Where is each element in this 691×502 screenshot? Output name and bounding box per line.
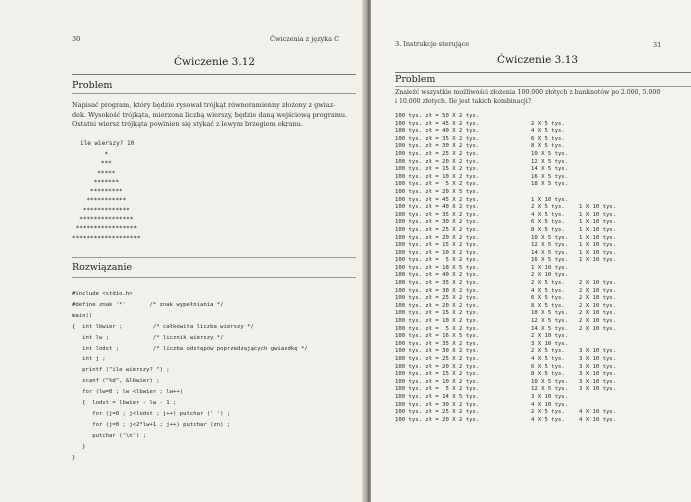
- output-cell: 100 tys. zł = 50 X 2 tys.: [395, 113, 480, 119]
- output-cell: 1 X 10 tys.: [579, 211, 617, 218]
- output-cell: 1 X 10 tys.: [579, 219, 617, 226]
- output-cell: [579, 272, 627, 280]
- output-row: [395, 219, 627, 227]
- output-cell: [579, 265, 627, 273]
- triangle-row: ***************: [72, 216, 134, 224]
- left-problem-text: [72, 101, 362, 130]
- output-cell: [579, 113, 627, 121]
- output-cell: 16 X 5 tys.: [531, 257, 569, 264]
- output-cell: 100 tys. zł = 15 X 2 tys.: [395, 166, 480, 173]
- output-cell: 100 tys. zł = 35 X 2 tys.: [395, 340, 480, 347]
- left-page-number: 30: [72, 35, 81, 43]
- output-row: [395, 303, 627, 311]
- output-cell: 2 X 10 tys.: [531, 333, 569, 340]
- output-cell: 100 tys. zł = 15 X 2 tys.: [395, 371, 480, 378]
- right-exercise-title: Ćwiczenie 3.13: [497, 54, 579, 66]
- output-cell: 12 X 5 tys.: [531, 242, 569, 249]
- left-problem-rule: [72, 93, 356, 94]
- output-row: [395, 235, 627, 243]
- triangle-row: *****************: [72, 225, 138, 233]
- output-row: [395, 310, 627, 318]
- right-problem-heading: Problem: [395, 74, 436, 85]
- output-cell: 10 X 5 tys.: [531, 378, 569, 385]
- output-cell: 2 X 5 tys.: [531, 120, 565, 127]
- output-cell: 4 X 5 tys.: [531, 128, 565, 135]
- left-solution-rule-top: [72, 257, 356, 258]
- triangle-row: ***: [72, 160, 112, 168]
- output-cell: 3 X 10 tys.: [579, 356, 617, 362]
- triangle-row: *********: [72, 188, 123, 196]
- output-cell: 100 tys. zł = 15 X 2 tys.: [395, 310, 480, 317]
- output-cell: [579, 159, 627, 167]
- output-cell: 100 tys. zł = 40 X 2 tys.: [395, 128, 480, 135]
- output-cell: 100 tys. zł = 5 X 2 tys.: [395, 386, 480, 393]
- output-cell: [579, 333, 627, 341]
- output-cell: 100 tys. zł = 16 X 5 tys.: [395, 333, 480, 340]
- output-cell: [579, 166, 627, 174]
- code-line: for (lw=0 ; lw <lbwier ; lw++): [72, 389, 184, 396]
- output-cell: 3 X 10 tys.: [579, 378, 617, 385]
- output-cell: 3 X 10 tys.: [531, 340, 569, 347]
- output-row: [395, 159, 627, 167]
- output-cell: 10 X 5 tys.: [531, 150, 569, 157]
- output-cell: 4 X 10 tys.: [579, 416, 617, 423]
- output-cell: 12 X 5 tys.: [531, 318, 569, 325]
- triangle-row: *: [72, 151, 109, 158]
- code-line: scanf ("%d", &lbwier) ;: [72, 378, 160, 385]
- output-cell: 2 X 10 tys.: [579, 302, 617, 309]
- code-line: { int lbwier ; /* całkowita liczba wierszy */: [72, 323, 254, 330]
- left-running-header: Ćwiczenia z języka C: [270, 35, 340, 43]
- output-row: [395, 364, 627, 372]
- output-row: [395, 295, 627, 303]
- output-cell: 1 X 10 tys.: [579, 249, 617, 256]
- output-cell: 1 X 10 tys.: [579, 234, 617, 241]
- output-cell: 8 X 5 tys.: [531, 226, 565, 233]
- example-triangle: [72, 150, 141, 243]
- output-cell: 2 X 10 tys.: [531, 272, 569, 279]
- problem-line: dek. Wysokość trójkąta, mierzona liczbą wierszy, będzie daną wejściową programu.: [72, 110, 348, 119]
- output-cell: 14 X 5 tys.: [531, 249, 569, 256]
- output-row: [395, 143, 627, 151]
- output-cell: 2 X 5 tys.: [531, 204, 565, 211]
- output-row: [395, 326, 627, 334]
- code-line: }: [72, 443, 86, 450]
- output-row: [395, 113, 627, 121]
- output-cell: 4 X 10 tys.: [579, 409, 617, 416]
- code-line: main(): [72, 312, 93, 319]
- output-cell: 1 X 10 tys.: [531, 196, 569, 203]
- output-cell: 100 tys. zł = 30 X 2 tys.: [395, 143, 480, 150]
- output-cell: 100 tys. zł = 25 X 2 tys.: [395, 409, 480, 416]
- output-cell: 8 X 5 tys.: [531, 371, 565, 378]
- output-cell: 3 X 10 tys.: [579, 363, 617, 370]
- output-cell: 6 X 5 tys.: [531, 363, 565, 370]
- code-line: for (j=0 ; j<lodst ; j++) putchar (' ') ;: [72, 410, 231, 417]
- output-cell: 10 X 5 tys.: [531, 234, 569, 241]
- output-row: [395, 280, 627, 288]
- left-exercise-title: Ćwiczenie 3.12: [174, 56, 256, 68]
- output-cell: 18 X 5 tys.: [531, 181, 569, 188]
- output-cell: [579, 394, 627, 402]
- output-row: [395, 356, 627, 364]
- code-line: putchar ('\n') ;: [72, 432, 147, 439]
- output-cell: 1 X 10 tys.: [531, 264, 569, 271]
- output-cell: 16 X 5 tys.: [531, 173, 569, 180]
- output-row: [395, 257, 627, 265]
- output-cell: 4 X 5 tys.: [531, 287, 565, 294]
- output-cell: [579, 197, 627, 205]
- output-cell: [531, 113, 579, 121]
- output-row: [395, 265, 627, 273]
- output-cell: 3 X 10 tys.: [579, 371, 617, 378]
- output-cell: [579, 181, 627, 189]
- output-cell: [579, 402, 627, 410]
- output-cell: 100 tys. zł = 14 X 5 tys.: [395, 393, 480, 400]
- code-line: }: [72, 454, 76, 461]
- output-cell: 2 X 10 tys.: [579, 280, 617, 287]
- output-row: [395, 242, 627, 250]
- problem-line: Napisać program, który będzie rysował trójkąt równoramienny złożony z gwiaz-: [72, 101, 336, 109]
- output-row: [395, 121, 627, 129]
- left-problem-heading: Problem: [72, 80, 113, 91]
- output-cell: [579, 136, 627, 144]
- output-cell: 100 tys. zł = 45 X 2 tys.: [395, 120, 480, 127]
- right-problem-text: [395, 89, 691, 106]
- output-row: [395, 181, 627, 189]
- problem-line: Znaleźć wszystkie możliwości złożenia 100.000 złotych z banknotów po 2.000, 5.000: [395, 89, 661, 96]
- output-cell: 12 X 5 tys.: [531, 158, 569, 165]
- output-cell: 4 X 5 tys.: [531, 416, 565, 423]
- code-line: #include <stdio.h>: [72, 291, 133, 297]
- output-cell: 100 tys. zł = 25 X 2 tys.: [395, 150, 480, 157]
- output-cell: 6 X 5 tys.: [531, 219, 565, 226]
- output-cell: [579, 189, 627, 197]
- output-cell: 100 tys. zł = 35 X 2 tys.: [395, 211, 480, 218]
- output-cell: 10 X 5 tys.: [531, 310, 569, 317]
- output-cell: 100 tys. zł = 30 X 2 tys.: [395, 348, 480, 355]
- output-row: [395, 348, 627, 356]
- output-cell: 6 X 5 tys.: [531, 135, 565, 142]
- output-cell: 3 X 10 tys.: [531, 393, 569, 400]
- output-row: [395, 136, 627, 144]
- output-cell: [579, 121, 627, 129]
- code-line: int lw ; /* licznik wierszy */: [72, 334, 224, 341]
- output-cell: 100 tys. zł = 25 X 2 tys.: [395, 295, 480, 302]
- output-row: [395, 371, 627, 379]
- triangle-row: *************: [72, 206, 130, 214]
- output-row: [395, 197, 627, 205]
- output-cell: 4 X 10 tys.: [531, 401, 569, 408]
- example-prompt: ile wierszy? 10: [80, 140, 135, 147]
- output-cell: 100 tys. zł = 10 X 2 tys.: [395, 378, 480, 385]
- right-title-rule: [395, 72, 691, 73]
- output-cell: 4 X 5 tys.: [531, 356, 565, 362]
- output-cell: 100 tys. zł = 40 X 2 tys.: [395, 204, 480, 211]
- output-cell: 100 tys. zł = 25 X 2 tys.: [395, 356, 480, 362]
- output-row: [395, 409, 627, 417]
- output-cell: 100 tys. zł = 5 X 2 tys.: [395, 257, 480, 264]
- output-cell: 100 tys. zł = 45 X 2 tys.: [395, 196, 480, 203]
- right-page: [371, 0, 691, 502]
- output-cell: 100 tys. zł = 20 X 2 tys.: [395, 158, 480, 165]
- output-cell: 100 tys. zł = 30 X 2 tys.: [395, 401, 480, 408]
- output-cell: 14 X 5 tys.: [531, 325, 569, 332]
- output-cell: 8 X 5 tys.: [531, 143, 565, 150]
- output-cell: 100 tys. zł = 20 X 2 tys.: [395, 302, 480, 309]
- output-cell: 100 tys. zł = 10 X 2 tys.: [395, 249, 480, 256]
- output-cell: 100 tys. zł = 40 X 2 tys.: [395, 272, 480, 279]
- output-cell: 100 tys. zł = 10 X 2 tys.: [395, 173, 480, 180]
- output-cell: [579, 151, 627, 159]
- output-cell: 100 tys. zł = 25 X 2 tys.: [395, 226, 480, 233]
- triangle-row: *******: [72, 178, 119, 186]
- left-solution-rule: [72, 277, 356, 278]
- output-cell: 100 tys. zł = 20 X 2 tys.: [395, 234, 480, 241]
- output-cell: 1 X 10 tys.: [579, 204, 617, 211]
- output-row: [395, 227, 627, 235]
- output-row: [395, 151, 627, 159]
- output-row: [395, 128, 627, 136]
- output-cell: [579, 174, 627, 182]
- output-cell: 14 X 5 tys.: [531, 166, 569, 173]
- output-cell: 4 X 5 tys.: [531, 211, 565, 218]
- output-row: [395, 379, 627, 387]
- output-cell: 100 tys. zł = 10 X 2 tys.: [395, 318, 480, 325]
- triangle-row: *****: [72, 169, 116, 177]
- code-line: { lodst = lbwier - lw - 1 ;: [72, 400, 177, 407]
- problem-line: i 10.000 złotych. Ile jest takich kombinacji?: [395, 97, 532, 105]
- output-cell: 2 X 10 tys.: [579, 318, 617, 325]
- output-row: [395, 333, 627, 341]
- output-cell: 100 tys. zł = 20 X 2 tys.: [395, 416, 480, 423]
- output-row: [395, 166, 627, 174]
- output-cell: 2 X 5 tys.: [531, 409, 565, 416]
- code-line: int lodst ; /* liczba odstępów poprzedzających gwiazdkę */: [72, 345, 308, 352]
- code-line: #define znak '*' /* znak wypełniania */: [72, 301, 224, 308]
- output-cell: 8 X 5 tys.: [531, 302, 565, 309]
- solution-heading: Rozwiązanie: [72, 262, 133, 273]
- output-row: [395, 212, 627, 220]
- output-row: [395, 272, 627, 280]
- output-cell: [579, 143, 627, 151]
- code-line: printf ("ile wierszy? ") ;: [72, 367, 170, 374]
- output-row: [395, 341, 627, 349]
- output-cell: 100 tys. zł = 5 X 2 tys.: [395, 181, 480, 188]
- output-cell: [531, 189, 579, 197]
- output-cell: 1 X 10 tys.: [579, 226, 617, 233]
- combinations-output: [395, 113, 627, 424]
- output-row: [395, 189, 627, 197]
- output-cell: 100 tys. zł = 30 X 2 tys.: [395, 219, 480, 226]
- triangle-row: ***********: [72, 197, 127, 205]
- right-running-header: 3. Instrukcje sterujące: [395, 40, 470, 48]
- output-row: [395, 318, 627, 326]
- output-cell: 100 tys. zł = 15 X 2 tys.: [395, 242, 480, 249]
- output-cell: 2 X 10 tys.: [579, 287, 617, 294]
- left-title-rule: [72, 74, 356, 75]
- right-page-number: 31: [653, 41, 662, 49]
- output-cell: 100 tys. zł = 5 X 2 tys.: [395, 325, 480, 332]
- output-cell: 6 X 5 tys.: [531, 295, 565, 302]
- output-cell: 2 X 10 tys.: [579, 325, 617, 332]
- output-cell: 1 X 10 tys.: [579, 257, 617, 264]
- output-cell: 100 tys. zł = 35 X 2 tys.: [395, 280, 480, 287]
- output-row: [395, 204, 627, 212]
- output-cell: 3 X 10 tys.: [579, 386, 617, 393]
- output-cell: 3 X 10 tys.: [579, 348, 617, 355]
- problem-line: Ostatni wiersz trójkąta powinien się stykać z lewym brzegiem ekranu.: [72, 120, 304, 128]
- output-row: [395, 394, 627, 402]
- right-problem-rule: [395, 86, 691, 87]
- code-line: for (j=0 ; j<2*lw+1 ; j++) putchar (zn) ;: [72, 421, 231, 428]
- output-cell: [579, 341, 627, 349]
- output-cell: 100 tys. zł = 20 X 5 tys.: [395, 188, 480, 195]
- output-cell: 2 X 5 tys.: [531, 280, 565, 287]
- output-cell: 100 tys. zł = 30 X 2 tys.: [395, 287, 480, 294]
- output-cell: 100 tys. zł = 35 X 2 tys.: [395, 135, 480, 142]
- output-row: [395, 402, 627, 410]
- output-cell: 2 X 10 tys.: [579, 295, 617, 302]
- output-row: [395, 174, 627, 182]
- code-line: int j ;: [72, 356, 106, 363]
- output-cell: 2 X 5 tys.: [531, 348, 565, 355]
- output-cell: [579, 128, 627, 136]
- output-row: [395, 250, 627, 258]
- output-cell: 100 tys. zł = 20 X 2 tys.: [395, 363, 480, 370]
- output-cell: 100 tys. zł = 18 X 5 tys.: [395, 264, 480, 271]
- output-cell: 12 X 5 tys.: [531, 386, 569, 393]
- output-row: [395, 386, 627, 394]
- output-row: [395, 288, 627, 296]
- output-cell: 1 X 10 tys.: [579, 242, 617, 249]
- triangle-row: *******************: [72, 234, 141, 242]
- solution-code: [72, 289, 308, 464]
- output-cell: 2 X 10 tys.: [579, 310, 617, 317]
- output-row: [395, 417, 627, 425]
